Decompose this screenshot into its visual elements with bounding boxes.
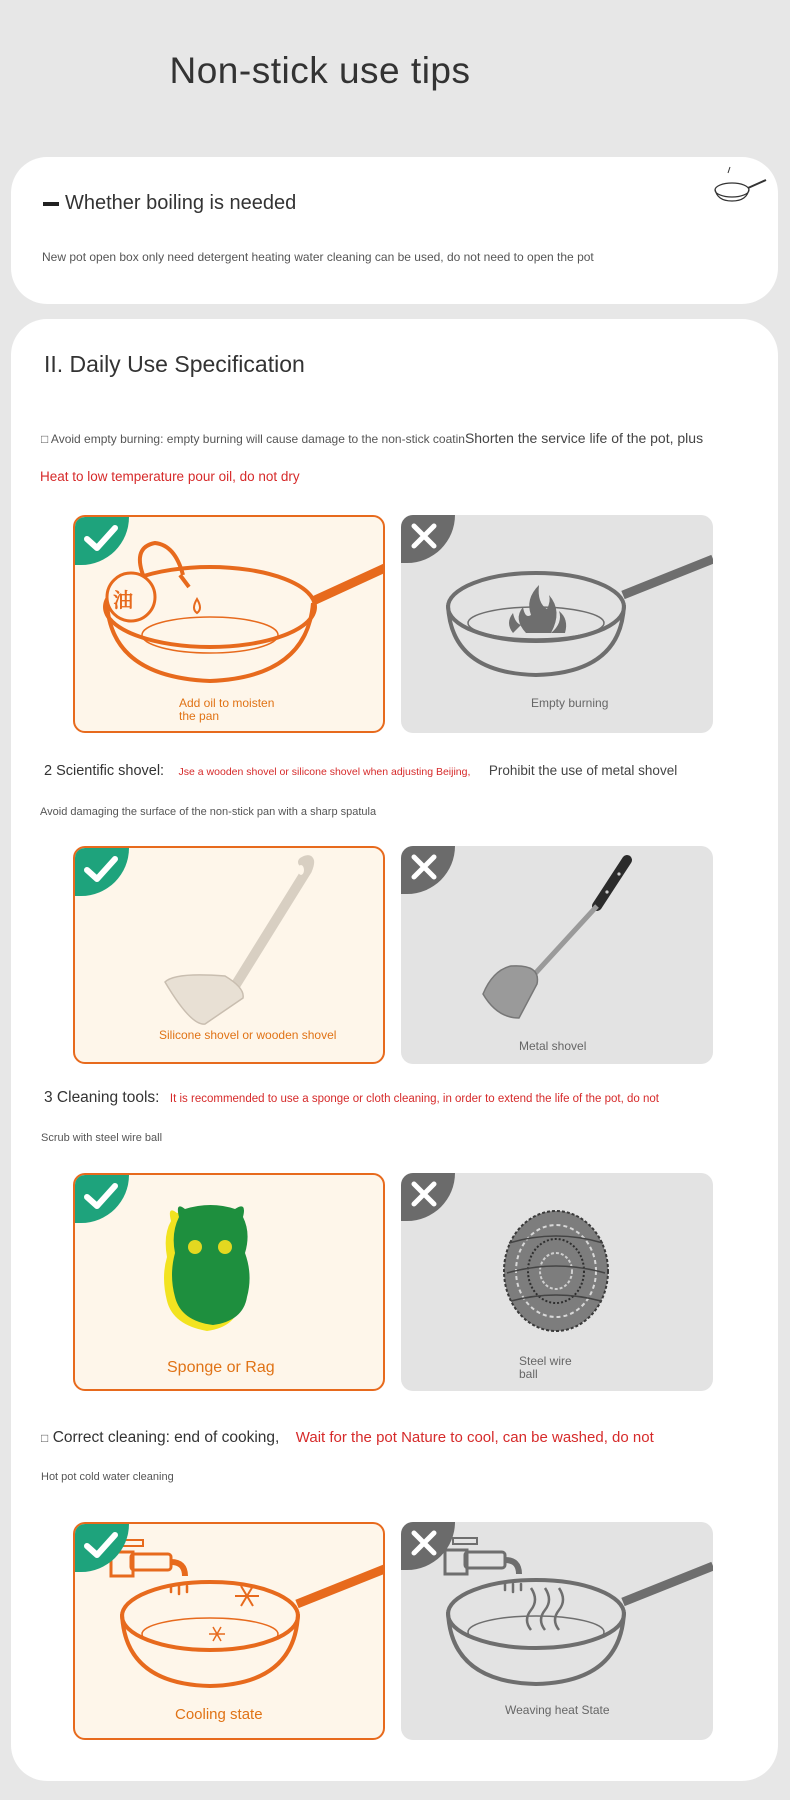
tip1-line	[41, 430, 703, 446]
oil-label: 油	[113, 590, 133, 612]
good-example-cooling	[73, 1522, 385, 1740]
tip2-note: Avoid damaging the surface of the non-stick pan with a sharp spatula	[40, 806, 377, 818]
good-example-oil	[73, 515, 385, 733]
bad-example-shovel	[401, 846, 713, 1064]
tip4-label: Correct cleaning: end of cooking,	[52, 1429, 280, 1446]
cross-icon	[409, 521, 439, 551]
good-caption-cooling: Cooling state	[175, 1706, 263, 1723]
tip1-note: Heat to low temperature pour oil, do not dry	[40, 469, 300, 484]
pan-icon	[712, 165, 772, 205]
bad-example-hot	[401, 1522, 713, 1740]
section-title: II. Daily Use Specification	[44, 351, 305, 377]
check-icon	[83, 1181, 119, 1211]
good-caption-sponge: Sponge or Rag	[167, 1359, 275, 1376]
good-caption-oil: Add oil to moisten the pan	[179, 696, 275, 723]
good-example-shovel	[73, 846, 385, 1064]
tip1-bullet: □	[41, 432, 49, 446]
boiling-text: New pot open box only need detergent heating water cleaning can be used, do not need to open the pot	[42, 250, 594, 264]
tip4-note: Hot pot cold water cleaning	[41, 1471, 174, 1483]
bad-example-steel	[401, 1173, 713, 1391]
tip1-lead: Avoid empty burning: empty burning will cause damage to the non-stick coatin	[50, 432, 465, 446]
tip2-line	[44, 762, 677, 780]
tip2-label: 2 Scientific shovel:	[44, 763, 165, 779]
tip3-line	[44, 1089, 659, 1107]
daily-use-card	[11, 319, 778, 1781]
cross-icon	[409, 852, 439, 882]
cross-icon	[409, 1179, 439, 1209]
bad-caption-empty: Empty burning	[531, 696, 609, 710]
bad-example-empty	[401, 515, 713, 733]
tip2-red: Jse a wooden shovel or silicone shovel when adjusting Beijing,	[178, 766, 471, 778]
good-caption-shovel: Silicone shovel or wooden shovel	[159, 1028, 337, 1042]
check-icon	[83, 1530, 119, 1560]
boiling-heading-text: Whether boiling is needed	[65, 192, 297, 214]
good-example-sponge	[73, 1173, 385, 1391]
boiling-heading	[43, 192, 296, 215]
cross-icon	[409, 1528, 439, 1558]
tip4-line	[41, 1429, 654, 1447]
tip1-lead2: Shorten the service life of the pot, plus	[464, 430, 704, 446]
bad-caption-steel: Steel wire ball	[519, 1354, 572, 1381]
dash-icon	[43, 202, 59, 206]
tip3-red: It is recommended to use a sponge or cloth cleaning, in order to extend the life of the pot, do not	[169, 1093, 659, 1105]
tip4-bullet: □	[41, 1431, 49, 1445]
check-icon	[83, 854, 119, 884]
check-icon	[83, 523, 119, 553]
bad-caption-hot: Weaving heat State	[505, 1703, 610, 1717]
metal-shovel-illustration	[401, 846, 713, 1064]
tip3-label: 3 Cleaning tools:	[44, 1089, 160, 1106]
boiling-card	[11, 157, 778, 304]
page-title: Non-stick use tips	[169, 50, 471, 91]
bad-caption-shovel: Metal shovel	[519, 1039, 587, 1053]
tip2-dark: Prohibit the use of metal shovel	[488, 763, 678, 778]
tip4-red: Wait for the pot Nature to cool, can be washed, do not	[295, 1429, 654, 1446]
tip3-note: Scrub with steel wire ball	[41, 1132, 163, 1144]
